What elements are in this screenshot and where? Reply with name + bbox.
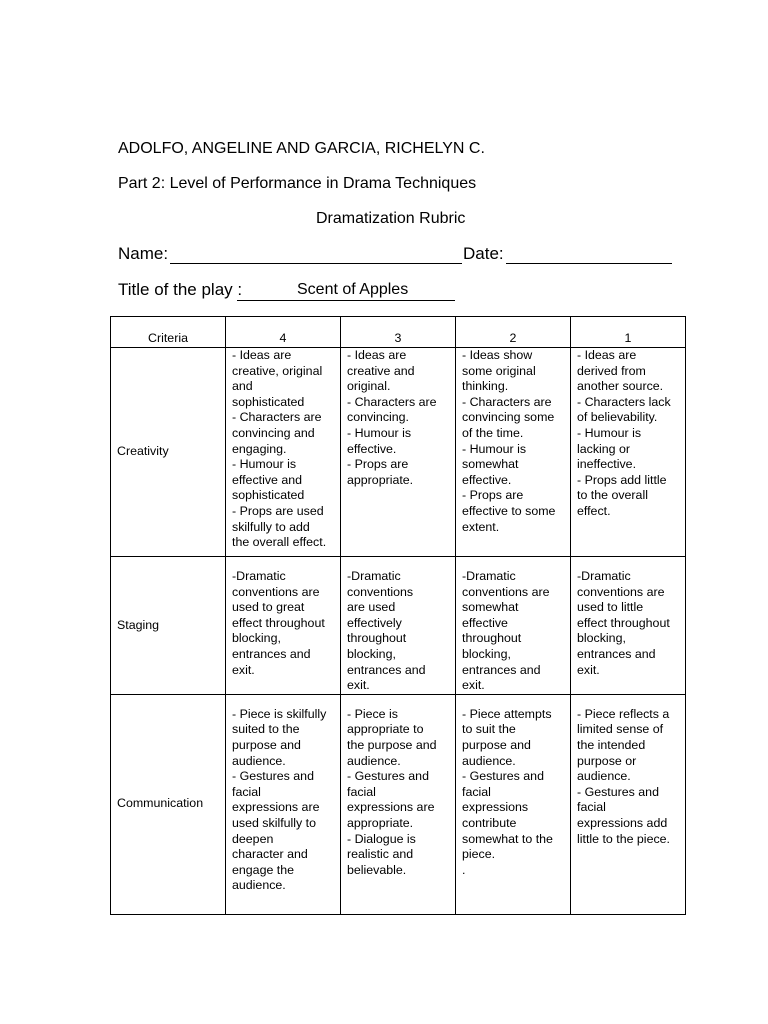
cell-text: - Piece attempts to suit the purpose and audience. - Gestures and facial expressions contribute somewhat to the piece. . — [462, 706, 553, 877]
table-cell — [571, 694, 686, 914]
table-cell — [341, 694, 456, 914]
criteria-cell: Creativity — [111, 348, 226, 557]
date-label: Date: — [463, 244, 504, 263]
header-score-3: 3 — [341, 317, 456, 348]
table-cell — [341, 557, 456, 695]
table-row-communication — [111, 694, 686, 914]
cell-text: -Dramatic conventions are used to great effect throughout blocking, entrances and exit. — [232, 569, 325, 677]
name-input-line[interactable] — [170, 245, 462, 264]
table-cell — [571, 348, 686, 557]
rubric-title: Dramatization Rubric — [316, 210, 466, 227]
cell-text: - Ideas show some original thinking. - Characters are convincing some of the time. - Humour is somewhat effective. - Props are effective to some extent. — [462, 348, 556, 534]
table-cell — [226, 694, 341, 914]
play-title-label: Title of the play : — [118, 280, 243, 299]
criteria-cell: Communication — [111, 694, 226, 914]
criteria-cell: Staging — [111, 557, 226, 695]
play-title-field[interactable] — [237, 280, 455, 301]
cell-text: - Ideas are creative, original and sophisticated - Characters are convincing and engaging. - Humour is effective and sophisticated - Props are used skilfully to add the overall effect. — [232, 348, 327, 550]
header-row — [111, 317, 686, 348]
table-cell — [341, 348, 456, 557]
play-title-value: Scent of Apples — [297, 281, 409, 298]
table-cell — [456, 557, 571, 695]
cell-text: -Dramatic conventions are somewhat effective throughout blocking, entrances and exit. — [462, 569, 550, 693]
table-cell — [456, 694, 571, 914]
name-field-row — [118, 244, 462, 264]
date-input-line[interactable] — [506, 245, 672, 264]
authors-line: ADOLFO, ANGELINE AND GARCIA, RICHELYN C. — [118, 140, 485, 157]
table-row-creativity — [111, 348, 686, 557]
play-title-row — [118, 280, 242, 300]
table-row-staging — [111, 557, 686, 695]
header-score-2: 2 — [456, 317, 571, 348]
cell-text: - Ideas are derived from another source. - Characters lack of believability. - Humour is lacking or ineffective. - Props add little to the overall effect. — [577, 348, 671, 518]
table-cell — [226, 557, 341, 695]
rubric-table — [110, 316, 686, 915]
header-criteria: Criteria — [111, 317, 226, 348]
cell-text: - Piece is skilfully suited to the purpose and audience. - Gestures and facial expressions are used skilfully to deepen character and engage the audience. — [232, 706, 327, 893]
table-cell — [571, 557, 686, 695]
name-label: Name: — [118, 244, 169, 263]
cell-text: - Ideas are creative and original. - Characters are convincing. - Humour is effective. - Props are appropriate. — [347, 348, 437, 487]
header-score-4: 4 — [226, 317, 341, 348]
header-score-1: 1 — [571, 317, 686, 348]
cell-text: - Piece reflects a limited sense of the intended purpose or audience. - Gestures and facial expressions add little to the piece. — [577, 706, 670, 846]
cell-text: -Dramatic conventions are used to little effect throughout blocking, entrances and exit. — [577, 569, 670, 677]
cell-text: - Piece is appropriate to the purpose and audience. - Gestures and facial expressions are appropriate. - Dialogue is realistic and believable. — [347, 706, 437, 877]
table-cell — [226, 348, 341, 557]
part-heading: Part 2: Level of Performance in Drama Techniques — [118, 175, 477, 192]
cell-text: -Dramatic conventions are used effectively throughout blocking, entrances and exit. — [347, 569, 426, 693]
date-field-row — [463, 244, 672, 264]
table-cell — [456, 348, 571, 557]
